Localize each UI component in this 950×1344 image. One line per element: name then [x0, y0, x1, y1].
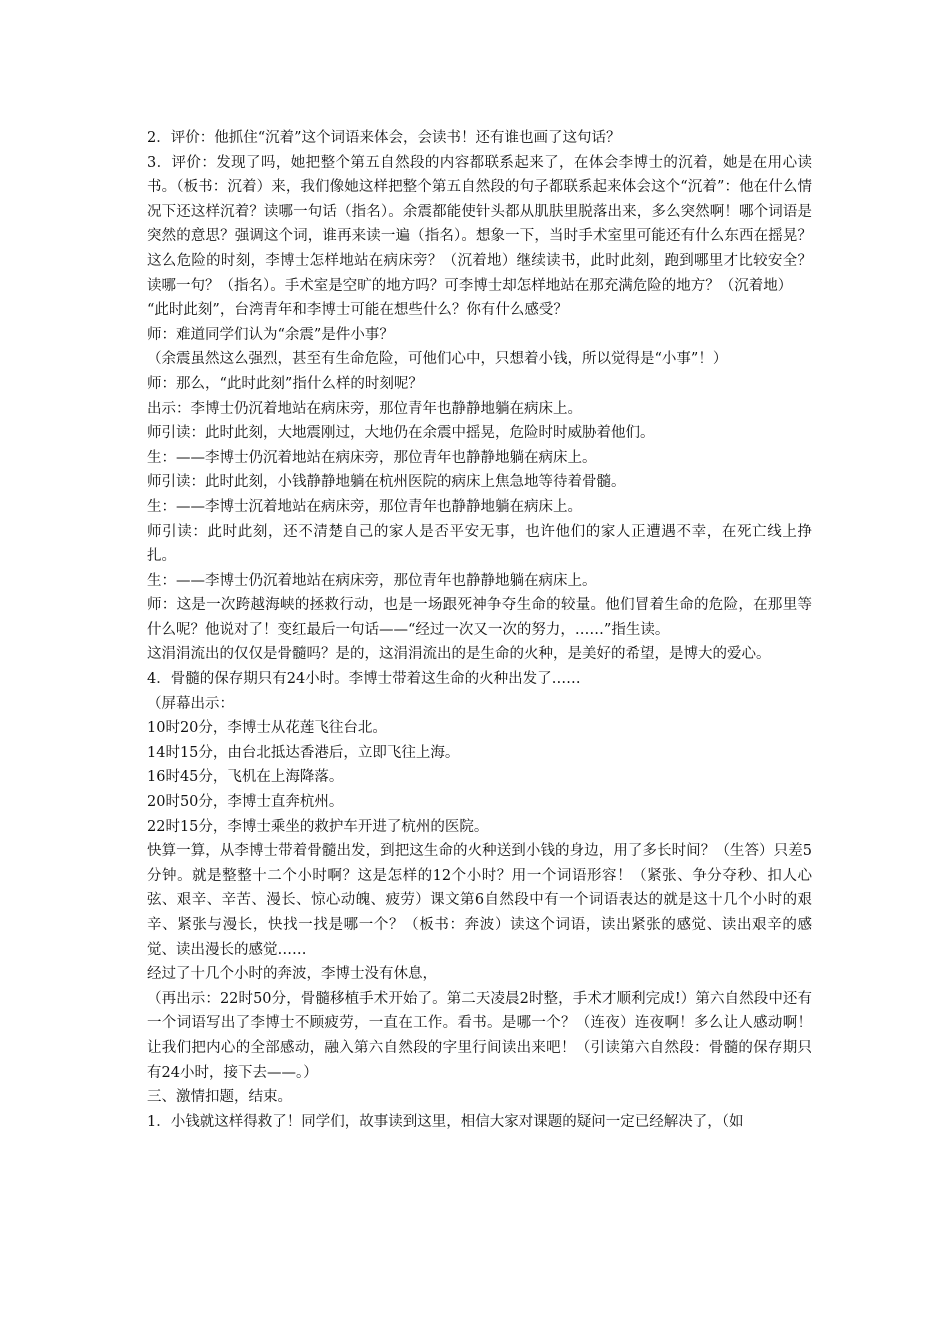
- paragraph: （余震虽然这么强烈，甚至有生命危险，可他们心中，只想着小钱，所以觉得是“小事”！）: [147, 351, 728, 368]
- paragraph: （再出示：22时50分，骨髓移植手术开始了。第二天凌晨2时整，手术才顺利完成!）第六自然段中还有一个词语写出了李博士不顾疲劳，一直在工作。看书。是哪一个？（连夜）连夜啊！多么让人感动啊！让我们把内心的全部感动，融入第六自然段的字里行间读出来吧！（引读第六自然段：骨髓的保存期只有24小时，接下去——。）: [147, 990, 812, 1081]
- paragraph: 生：——李博士仍沉着地站在病床旁，那位青年也静静地躺在病床上。: [147, 449, 597, 466]
- document-body: [147, 126, 812, 1134]
- paragraph: 2．评价：他抓住“沉着”这个词语来体会，会读书！还有谁也画了这句话？: [147, 130, 621, 146]
- paragraph: 师：难道同学们认为“余震”是件小事？: [147, 326, 394, 343]
- paragraph: 3．评价：发现了吗，她把整个第五自然段的内容都联系起来了，在体会李博士的沉着，她是在用心读书。（板书：沉着）来，我们像她这样把整个第五自然段的句子都联系起来体会这个“沉着”：他在什么情况下还这样沉着？读哪一句话（指名）。余震都能使针头都从肌肤里脱落出来，多么突然啊！哪个词语是突然的意思？强调这个词，谁再来读一遍（指名）。想象一下，当时手术室里可能还有什么东西在摇晃？这么危险的时刻，李博士怎样地站在病床旁？（沉着地）继续读书，此时此刻，跑到哪里才比较安全？读哪一句？（指名）。手术室是空旷的地方吗？可李博士却怎样地站在那充满危险的地方？（沉着地）: [147, 154, 812, 294]
- paragraph: 经过了十几个小时的奔波，李博士没有休息，: [147, 966, 437, 983]
- paragraph: 师引读：此时此刻，还不清楚自己的家人是否平安无事，也许他们的家人正遭遇不幸，在死亡线上挣扎。: [147, 523, 812, 565]
- paragraph: 22时15分，李博士乘坐的救护车开进了杭州的医院。: [147, 818, 489, 835]
- paragraph: 快算一算，从李博士带着骨髓出发，到把这生命的火种送到小钱的身边，用了多长时间？（生答）只差5分钟。就是整整十二个小时啊？这是怎样的12个小时？用一个词语形容！（紧张、争分夺秒、扣人心弦、艰辛、辛苦、漫长、惊心动魄、疲劳）课文第6自然段中有一个词语表达的就是这十几个小时的艰辛、紧张与漫长，快找一找是哪一个？（板书：奔波）读这个词语，读出紧张的感觉、读出艰辛的感觉、读出漫长的感觉……: [147, 843, 812, 958]
- paragraph: 10时20分，李博士从花莲飞往台北。: [147, 720, 387, 737]
- paragraph: 师：那么，“此时此刻”指什么样的时刻呢？: [147, 375, 423, 392]
- paragraph: 师引读：此时此刻，大地震刚过，大地仍在余震中摇晃，危险时时威胁着他们。: [147, 425, 655, 442]
- paragraph: 4．骨髓的保存期只有24小时。李博士带着这生命的火种出发了……: [147, 671, 581, 688]
- paragraph: 出示：李博士仍沉着地站在病床旁，那位青年也静静地躺在病床上。: [147, 400, 582, 417]
- paragraph: 20时50分，李博士直奔杭州。: [147, 794, 344, 811]
- paragraph: 师：这是一次跨越海峡的拯救行动，也是一场跟死神争夺生命的较量。他们冒着生命的危险，在那里等什么呢？他说对了！变红最后一句话——“经过一次又一次的努力，……”指生读。: [147, 597, 812, 638]
- paragraph: （屏幕出示：: [147, 695, 234, 712]
- paragraph: 14时15分，由台北抵达香港后，立即飞往上海。: [147, 744, 460, 761]
- section-heading: 三、激情扣题，结束。: [147, 1089, 292, 1106]
- paragraph: “此时此刻”，台湾青年和李博士可能在想些什么？你有什么感受？: [147, 302, 568, 319]
- paragraph: 师引读：此时此刻，小钱静静地躺在杭州医院的病床上焦急地等待着骨髓。: [147, 474, 626, 491]
- paragraph: 生：——李博士仍沉着地站在病床旁，那位青年也静静地躺在病床上。: [147, 572, 597, 589]
- paragraph: 这涓涓流出的仅仅是骨髓吗？是的，这涓涓流出的是生命的火种，是美好的希望，是博大的爱心。: [147, 646, 771, 663]
- paragraph: 16时45分，飞机在上海降落。: [147, 769, 344, 786]
- paragraph: 生：——李博士沉着地站在病床旁，那位青年也静静地躺在病床上。: [147, 498, 582, 515]
- paragraph: 1．小钱就这样得救了！同学们，故事读到这里，相信大家对课题的疑问一定已经解决了，（如: [147, 1113, 744, 1130]
